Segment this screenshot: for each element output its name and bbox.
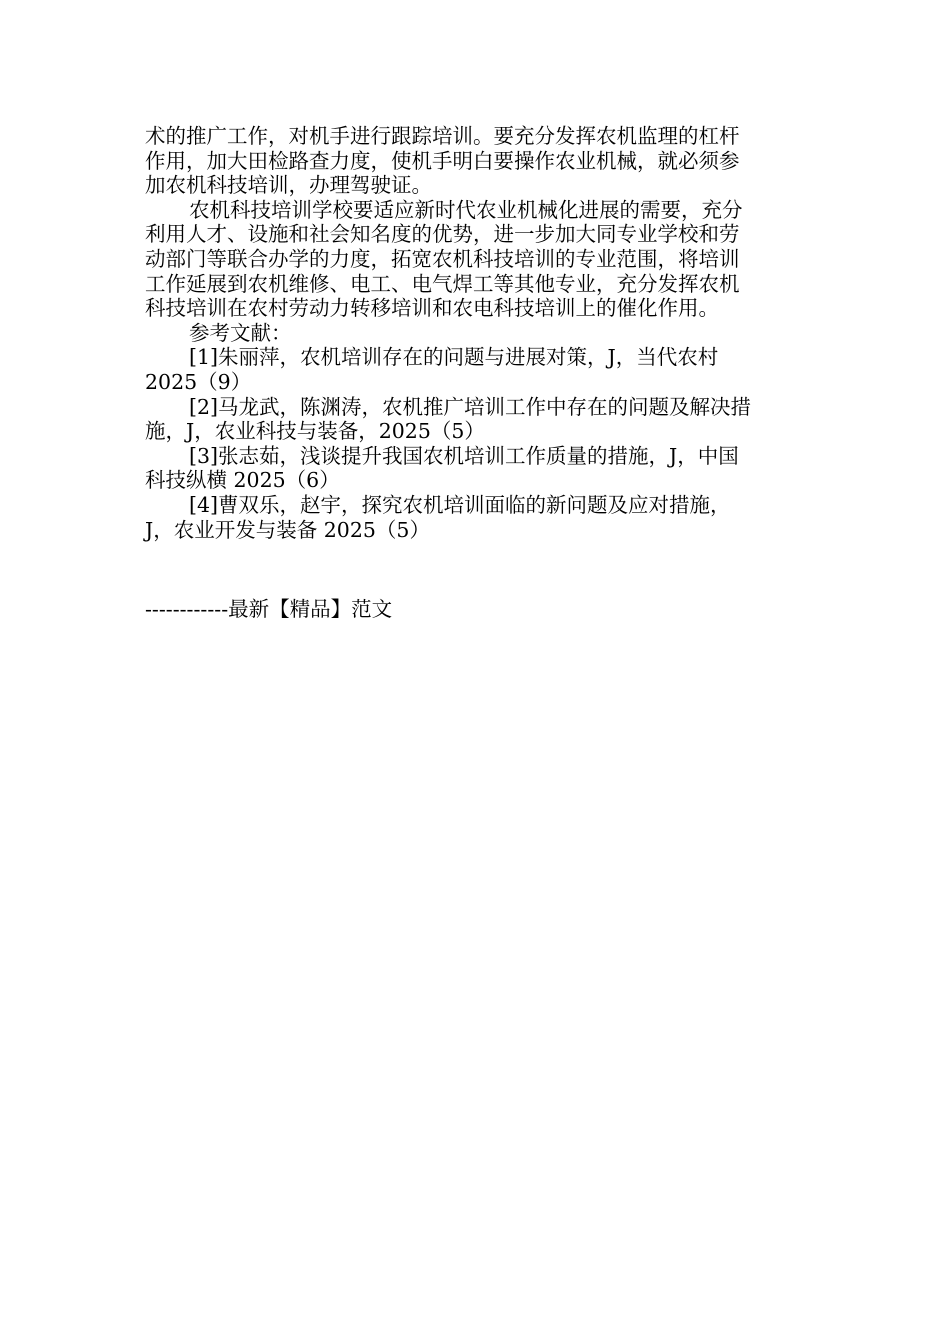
reference-line: 科技纵横 2025（6） [145, 468, 340, 493]
reference-line: 施，J，农业科技与装备，2025（5） [145, 419, 485, 444]
reference-line: [3]张志茹，浅谈提升我国农机培训工作质量的措施，J，中国 [189, 443, 739, 468]
reference-item [145, 444, 805, 493]
reference-list [145, 345, 805, 542]
document-body [145, 124, 805, 542]
text-line: 工作延展到农机维修、电工、电气焊工等其他专业，充分发挥农机 [145, 271, 740, 296]
references-heading: 参考文献： [189, 320, 292, 345]
reference-line: 2025（9） [145, 369, 252, 394]
text-line: 术的推广工作，对机手进行跟踪培训。要充分发挥农机监理的杠杆 [145, 124, 740, 148]
reference-line: [4]曹双乐，赵宇，探究农机培训面临的新问题及应对措施， [189, 492, 731, 517]
text-line: 动部门等联合办学的力度，拓宽农机科技培训的专业范围，将培训 [145, 246, 740, 271]
text-line: 利用人才、设施和社会知名度的优势，进一步加大同专业学校和劳 [145, 222, 740, 247]
paragraph-1 [145, 124, 805, 198]
paragraph-2 [145, 198, 805, 321]
reference-item [145, 395, 805, 444]
text-line: 农机科技培训学校要适应新时代农业机械化进展的需要，充分 [189, 197, 743, 222]
text-line: 科技培训在农村劳动力转移培训和农电科技培训上的催化作用。 [145, 296, 719, 321]
text-line: 加农机科技培训，办理驾驶证。 [145, 173, 432, 198]
reference-item [145, 345, 805, 394]
footer-text: ------------最新【精品】范文 [145, 597, 393, 621]
reference-line: [2]马龙武，陈渊涛，农机推广培训工作中存在的问题及解决措 [189, 394, 752, 419]
reference-line: J，农业开发与装备 2025（5） [145, 517, 430, 542]
reference-item [145, 493, 805, 542]
reference-line: [1]朱丽萍，农机培训存在的问题与进展对策，J，当代农村 [189, 345, 719, 370]
text-line: 作用，加大田检路查力度，使机手明白要操作农业机械，就必须参 [145, 148, 740, 173]
